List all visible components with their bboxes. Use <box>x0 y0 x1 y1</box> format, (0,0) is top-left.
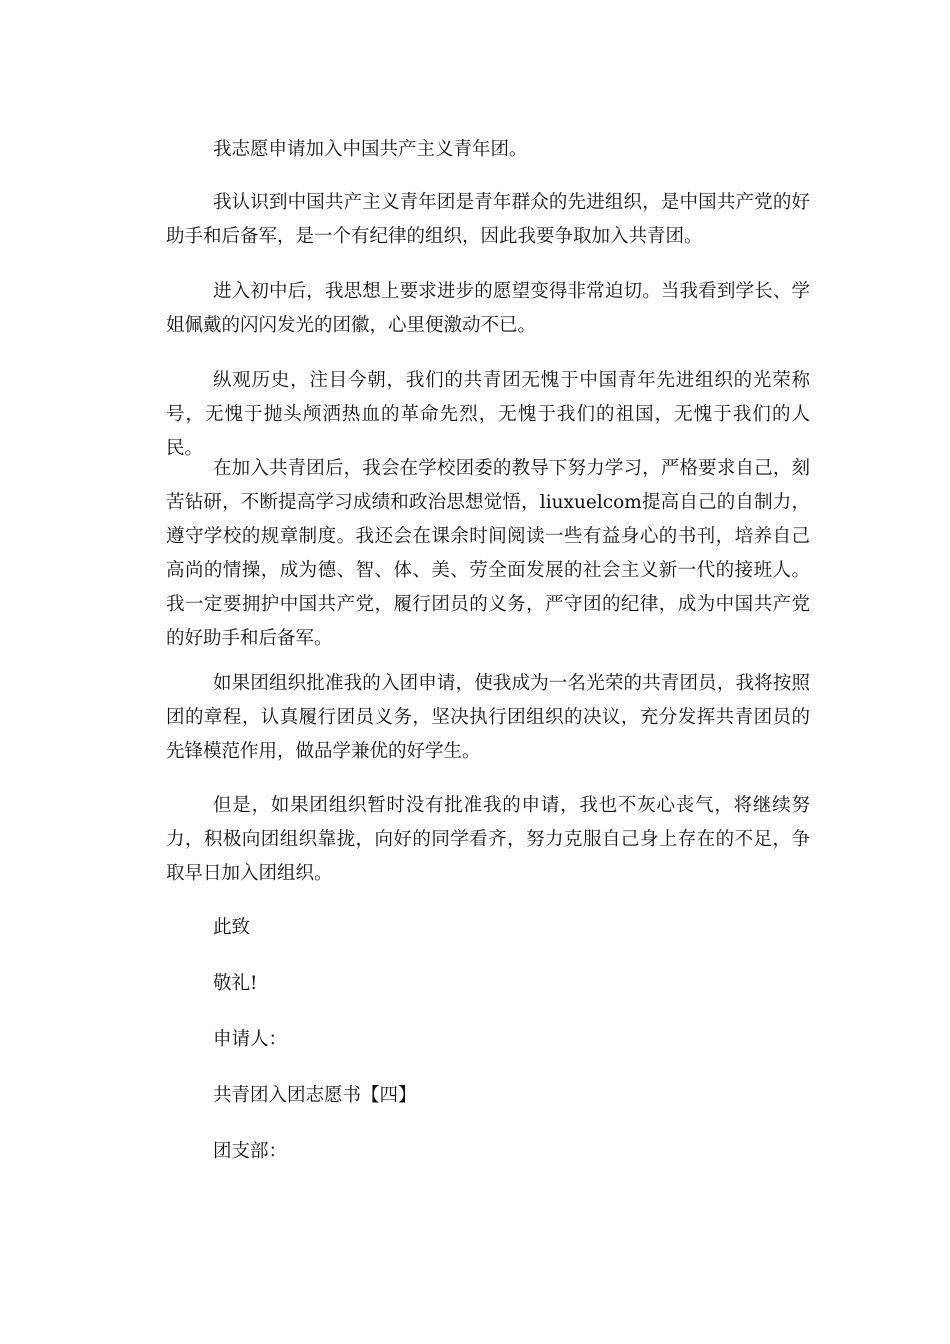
closing-line: 此致 <box>213 917 251 938</box>
paragraph-7: 但是，如果团组织暂时没有批准我的申请，我也不灰心丧气，将继续努力，积极向团组织靠拢，向好的同学看齐，努力克服自己身上存在的不足，争取早日加入团组织。 <box>166 795 810 884</box>
paragraph-1: 我志愿申请加入中国共产主义青年团。 <box>213 139 528 160</box>
paragraph-6: 如果团组织批准我的入团申请，使我成为一名光荣的共青团员，我将按照团的章程，认真履行团员义务，坚决执行团组织的决议，充分发挥共青团员的先锋模范作用，做品学兼优的好学生。 <box>166 673 810 762</box>
applicant-label: 申请人： <box>213 1029 288 1050</box>
paragraph-2: 我认识到中国共产主义青年团是青年群众的先进组织，是中国共产党的好助手和后备军，是一个有纪律的组织，因此我要争取加入共青团。 <box>166 192 810 247</box>
salute-line: 敬礼! <box>213 973 258 994</box>
paragraph-5: 在加入共青团后，我会在学校团委的教导下努力学习，严格要求自己，刻苦钻研，不断提高学习成绩和政治思想觉悟，liuxuelcom提高自己的自制力，遵守学校的规章制度。我还会在课余时间阅读一些有益身心的书刊，培养自己高尚的情操，成为德、智、体、美、劳全面发展的社会主义新一代的接班人。我一定要拥护中国共产党，履行团员的义务，严守团的纪律，成为中国共产党的好助手和后备军。 <box>166 458 810 649</box>
recipient-line: 团支部： <box>213 1141 288 1162</box>
paragraph-3: 进入初中后，我思想上要求进步的愿望变得非常迫切。当我看到学长、学姐佩戴的闪闪发光的团徽，心里便激动不已。 <box>166 281 810 336</box>
section-title: 共青团入团志愿书【四】 <box>213 1085 417 1106</box>
paragraph-4: 纵观历史，注目今朝，我们的共青团无愧于中国青年先进组织的光荣称号，无愧于抛头颅洒热血的革命先烈，无愧于我们的祖国，无愧于我们的人民。 <box>166 370 810 459</box>
